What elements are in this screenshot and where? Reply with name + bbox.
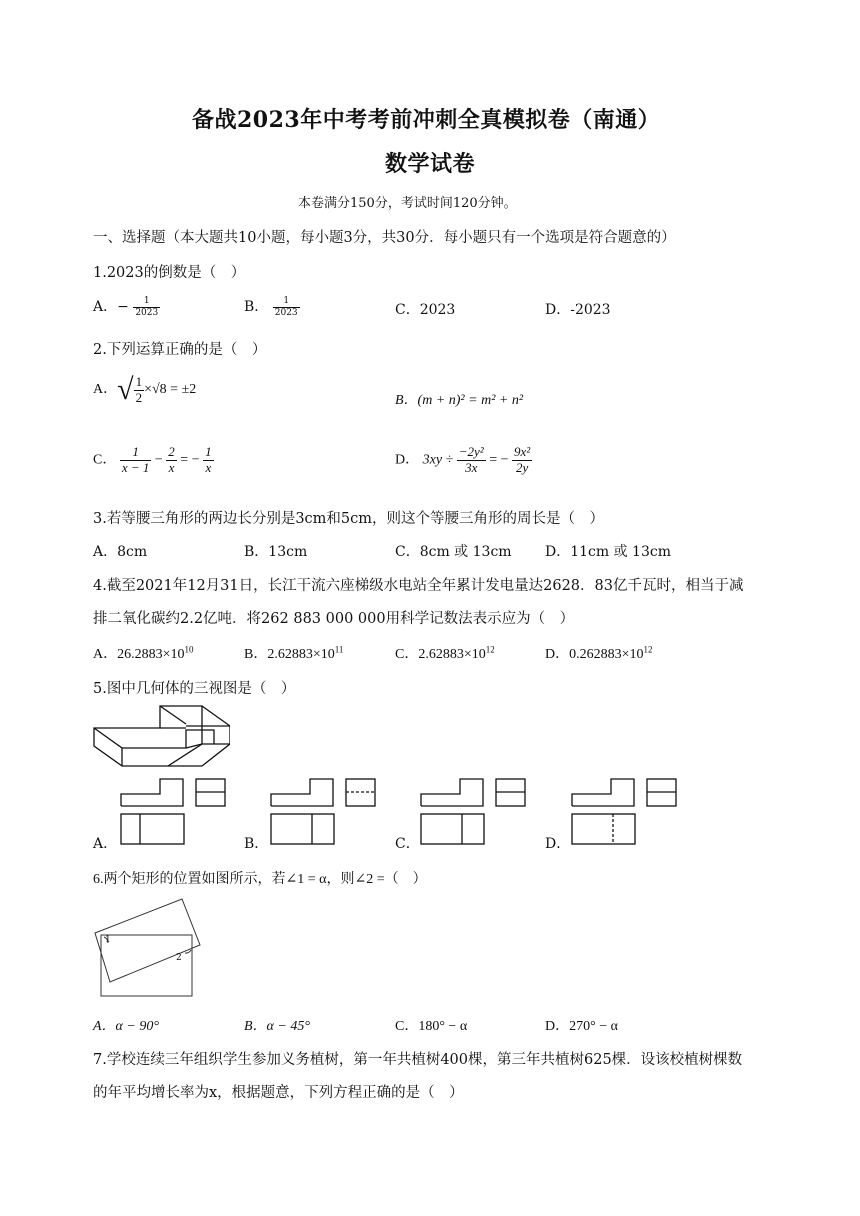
exponent: 10	[184, 644, 194, 655]
question-4-line2: 排二氧化碳约2.2亿吨．将262 883 000 000用科学记数法表示应为（ ）	[93, 611, 575, 627]
exponent: 12	[485, 644, 495, 655]
q6-option-c[interactable]: C．180° − α	[395, 1019, 468, 1034]
fraction: $\frac{1}{2023}$	[135, 296, 159, 318]
equals-sign: = −	[489, 452, 509, 468]
option-label: B．	[244, 647, 268, 662]
q1-option-d[interactable]: D．-2023	[545, 302, 611, 318]
q2-option-b[interactable]: B．(m + n)² = m² + n²	[395, 393, 524, 408]
fraction: $\frac{\text{9x²}}{2y}$	[514, 444, 531, 475]
q5-option-c-views	[420, 776, 532, 846]
sqrt-sign: √	[117, 373, 134, 406]
option-label: D．	[545, 647, 570, 662]
fraction: $\frac{\text{−2y²}}{3x}$	[458, 444, 484, 475]
fraction: $\frac{1}{x}$	[205, 444, 212, 475]
page-subtitle: 数学试卷	[385, 151, 476, 177]
angle-1-label: 1	[105, 935, 111, 945]
expression-prefix: 3xy ÷	[422, 452, 454, 468]
exponent: 11	[334, 644, 344, 655]
q6-option-a[interactable]: A．α − 90°	[93, 1019, 159, 1034]
q4-option-b[interactable]	[244, 643, 343, 663]
q3-option-d[interactable]: D．11cm 或 13cm	[545, 544, 671, 560]
option-label: A．	[93, 382, 118, 398]
q5-option-c[interactable]: C．	[395, 836, 420, 852]
question-7-line1: 7.学校连续三年组织学生参加义务植树，第一年共植树400棵，第三年共植树625棵．设该校植树棵数	[93, 1052, 743, 1068]
minus-sign: −	[117, 299, 129, 315]
question-2-stem: 2.下列运算正确的是（ ）	[93, 342, 267, 358]
exam-info: 本卷满分150分，考试时间120分钟。	[298, 196, 517, 211]
option-label: B．	[244, 299, 269, 315]
fraction: $\frac{1}{2023}$	[274, 296, 298, 318]
q3-option-a[interactable]: A．8cm	[93, 544, 148, 560]
minus-sign: −	[154, 452, 163, 468]
base: 2.62883×10	[267, 647, 335, 662]
q5-option-b-views	[270, 776, 382, 846]
base: 2.62883×10	[418, 647, 486, 662]
q6-option-b[interactable]: B．α − 45°	[244, 1019, 310, 1034]
q4-option-a[interactable]	[93, 643, 194, 663]
solid-figure	[90, 700, 230, 770]
angle-2-label: 2	[176, 953, 182, 963]
q1-option-a[interactable]	[93, 296, 160, 318]
fraction: $\frac{1}{x - 1}$	[121, 444, 150, 475]
q5-option-b[interactable]: B．	[244, 836, 269, 852]
question-4-line1: 4.截至2021年12月31日，长江干流六座梯级水电站全年累计发电量达2628．83亿千瓦时，相当于减	[93, 578, 744, 594]
q5-option-d[interactable]: D．	[545, 836, 571, 852]
base: 26.2883×10	[117, 647, 185, 662]
question-7-line2: 的年平均增长率为x，根据题意，下列方程正确的是（ ）	[93, 1085, 464, 1101]
equals-sign: = −	[180, 452, 200, 468]
question-1-stem: 1.2023的倒数是（ ）	[93, 265, 246, 281]
q3-option-c[interactable]: C．8cm 或 13cm	[395, 544, 512, 560]
base: 0.262883×10	[569, 647, 644, 662]
option-label: A．	[93, 647, 118, 662]
rectangles-figure	[90, 895, 210, 1000]
q4-option-d[interactable]	[545, 643, 653, 663]
q2-option-a[interactable]	[93, 373, 196, 407]
q3-option-b[interactable]: B．13cm	[244, 544, 308, 560]
option-label: C．	[93, 452, 117, 468]
fraction: $\frac{1}{2}$	[135, 373, 143, 405]
q1-option-b[interactable]	[244, 296, 300, 318]
q1-option-c[interactable]: C．2023	[395, 302, 456, 318]
q2-option-d[interactable]	[395, 445, 532, 476]
question-3-stem: 3.若等腰三角形的两边长分别是3cm和5cm，则这个等腰三角形的周长是（ ）	[93, 511, 605, 527]
question-6-stem: 6.两个矩形的位置如图所示，若∠1 = α，则∠2 =（ ）	[93, 872, 427, 887]
option-label: C．	[395, 647, 419, 662]
q6-option-d[interactable]: D．270° − α	[545, 1019, 618, 1034]
q4-option-c[interactable]	[395, 643, 495, 663]
option-label: A．	[93, 299, 118, 315]
q2-option-c[interactable]	[93, 445, 214, 476]
page-title: 备战2023年中考考前冲刺全真模拟卷（南通）	[192, 107, 661, 133]
option-label: D．	[395, 452, 420, 468]
expression-rest: ×√8 = ±2	[144, 382, 197, 398]
fraction: $\frac{2}{x}$	[168, 444, 175, 475]
exponent: 12	[643, 644, 653, 655]
section-heading: 一、选择题（本大题共10小题，每小题3分，共30分．每小题只有一个选项是符合题意的）	[93, 230, 676, 246]
q5-option-a-views	[120, 776, 232, 846]
question-5-stem: 5.图中几何体的三视图是（ ）	[93, 681, 296, 697]
q5-option-a[interactable]: A．	[93, 836, 118, 852]
q5-option-d-views	[571, 776, 683, 846]
